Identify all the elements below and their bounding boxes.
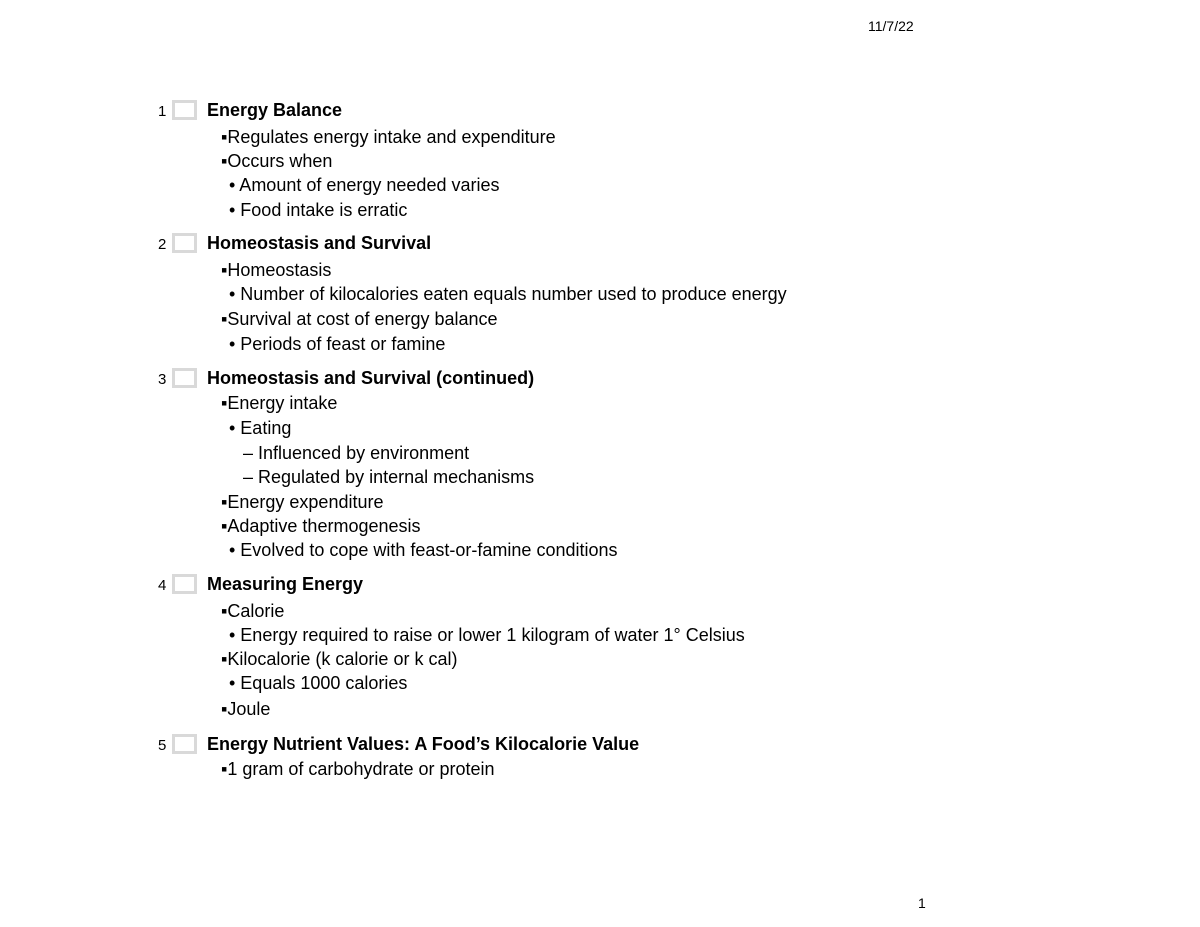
bullet-line: ▪Joule bbox=[221, 699, 271, 719]
sub-bullet-line: • Periods of feast or famine bbox=[229, 334, 446, 354]
header-date: 11/7/22 bbox=[868, 18, 914, 34]
sub-bullet-line: • Amount of energy needed varies bbox=[229, 175, 500, 195]
bullet-line: ▪Occurs when bbox=[221, 151, 333, 171]
sub-bullet-line: • Equals 1000 calories bbox=[229, 673, 408, 693]
bullet-line: ▪Energy expenditure bbox=[221, 492, 384, 512]
slide-thumbnail[interactable] bbox=[172, 574, 197, 594]
bullet-line: ▪Homeostasis bbox=[221, 260, 332, 280]
bullet-line: ▪Calorie bbox=[221, 601, 285, 621]
slide-thumbnail[interactable] bbox=[172, 233, 197, 253]
slide-number: 3 bbox=[158, 371, 167, 388]
page-number: 1 bbox=[918, 895, 926, 911]
slide-thumbnail[interactable] bbox=[172, 100, 197, 120]
bullet-line: ▪Adaptive thermogenesis bbox=[221, 516, 421, 536]
bullet-line: ▪1 gram of carbohydrate or protein bbox=[221, 759, 495, 779]
sub-bullet-line: • Food intake is erratic bbox=[229, 200, 408, 220]
slide-thumbnail[interactable] bbox=[172, 734, 197, 754]
slide-number: 4 bbox=[158, 577, 167, 594]
bullet-line: ▪Energy intake bbox=[221, 393, 338, 413]
bullet-line: ▪Regulates energy intake and expenditure bbox=[221, 127, 556, 147]
slide-thumbnail[interactable] bbox=[172, 368, 197, 388]
sub-bullet-line: • Eating bbox=[229, 418, 292, 438]
sub-bullet-line: • Number of kilocalories eaten equals number used to produce energy bbox=[229, 284, 787, 304]
sub-bullet-line: • Energy required to raise or lower 1 kilogram of water 1° Celsius bbox=[229, 625, 745, 645]
slide-title: Homeostasis and Survival (continued) bbox=[207, 368, 535, 388]
slide-title: Measuring Energy bbox=[207, 574, 364, 594]
slide-number: 1 bbox=[158, 103, 167, 120]
slide-title: Energy Balance bbox=[207, 100, 343, 120]
bullet-line: ▪Kilocalorie (k calorie or k cal) bbox=[221, 649, 458, 669]
slide-title: Energy Nutrient Values: A Food’s Kilocalorie Value bbox=[207, 734, 640, 754]
slide-number: 5 bbox=[158, 737, 167, 754]
sub-bullet-line: • Evolved to cope with feast-or-famine conditions bbox=[229, 540, 618, 560]
sub-sub-bullet-line: – Regulated by internal mechanisms bbox=[243, 467, 535, 487]
slide-title: Homeostasis and Survival bbox=[207, 233, 432, 253]
slide-number: 2 bbox=[158, 236, 167, 253]
bullet-line: ▪Survival at cost of energy balance bbox=[221, 309, 498, 329]
sub-sub-bullet-line: – Influenced by environment bbox=[243, 443, 470, 463]
